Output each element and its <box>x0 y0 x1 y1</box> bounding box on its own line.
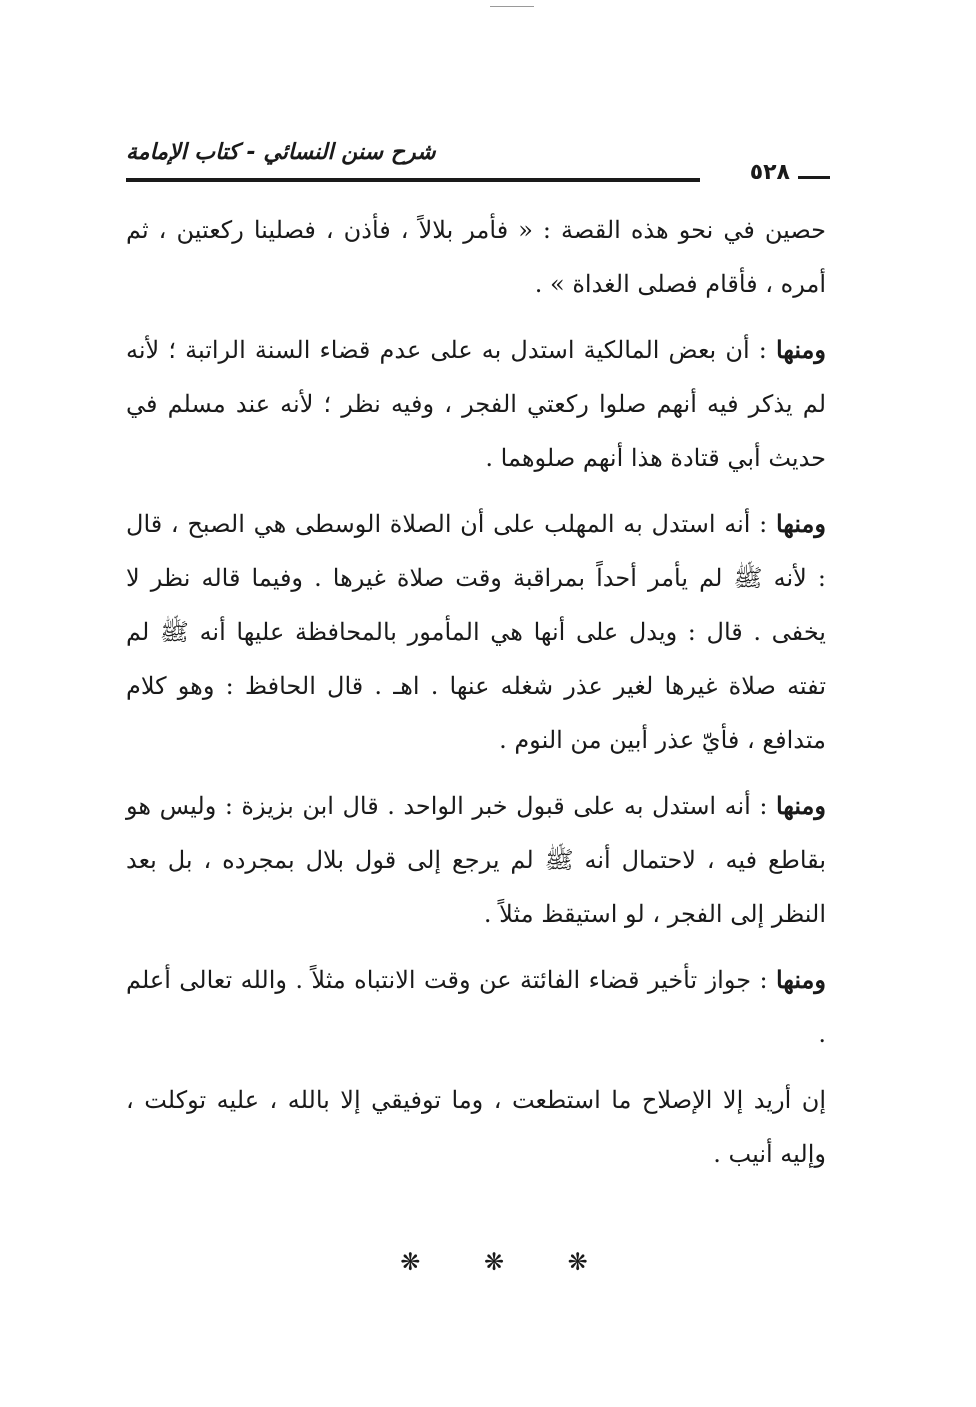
body-text <box>126 203 826 1193</box>
paragraph-4-text: : أنه استدل به على قبول خبر الواحد . قال ابن بزيزة : وليس هو بقاطع فيه ، لاحتمال أنه ﷺ لم يرجع إلى قول بلال بمجرده ، بل بعد النظر إلى الفجر ، لو استيقظ مثلاً . <box>126 792 826 928</box>
paragraph-1-text: حصين في نحو هذه القصة : « فأمر بلالاً ، فأذن ، فصلينا ركعتين ، ثم أمره ، فأقام فصلى الغداة » . <box>126 216 826 298</box>
paragraph-5-lead: ومنها <box>775 965 826 994</box>
paragraph-3 <box>126 497 826 767</box>
end-ornament: ❋ ❋ ❋ <box>400 1248 616 1276</box>
paragraph-5-text: : جواز تأخير قضاء الفائتة عن وقت الانتباه مثلاً . والله تعالى أعلم . <box>126 966 826 1048</box>
page-number: ٥٢٨ <box>749 160 790 185</box>
paragraph-2-lead: ومنها <box>775 335 826 364</box>
running-head <box>126 132 830 202</box>
header-rule <box>126 178 700 182</box>
top-scan-mark <box>490 6 534 7</box>
paragraph-5 <box>126 953 826 1061</box>
paragraph-6-text: إن أريد إلا الإصلاح ما استطعت ، وما توفيقي إلا بالله ، عليه توكلت ، وإليه أنيب . <box>126 1086 826 1168</box>
running-title: شرح سنن النسائي - كتاب الإمامة <box>126 140 436 165</box>
paragraph-3-text: : أنه استدل به المهلب على أن الصلاة الوسطى هي الصبح ، قال : لأنه ﷺ لم يأمر أحداً بمراقبة وقت صلاة غيرها . وفيما قاله نظر لا يخفى . قال : ويدل على أنها هي المأمور بالمحافظة عليها أنه ﷺ لم تفته صلاة غيرها لغير عذر شغله عنها . اهـ . قال الحافظ : وهو كلام متدافع ، فأيّ عذر أبين من النوم . <box>126 510 826 754</box>
paragraph-2 <box>126 323 826 485</box>
page-number-dash <box>798 176 830 179</box>
paragraph-2-text: : أن بعض المالكية استدل به على عدم قضاء السنة الراتبة ؛ لأنه لم يذكر فيه أنهم صلوا ركعتي الفجر ، وفيه نظر ؛ لأنه عند مسلم في حديث أبي قتادة هذا أنهم صلوهما . <box>126 336 826 472</box>
paragraph-6 <box>126 1073 826 1181</box>
paragraph-4-lead: ومنها <box>775 791 826 820</box>
paragraph-1 <box>126 203 826 311</box>
paragraph-3-lead: ومنها <box>775 509 826 538</box>
paragraph-4 <box>126 779 826 941</box>
